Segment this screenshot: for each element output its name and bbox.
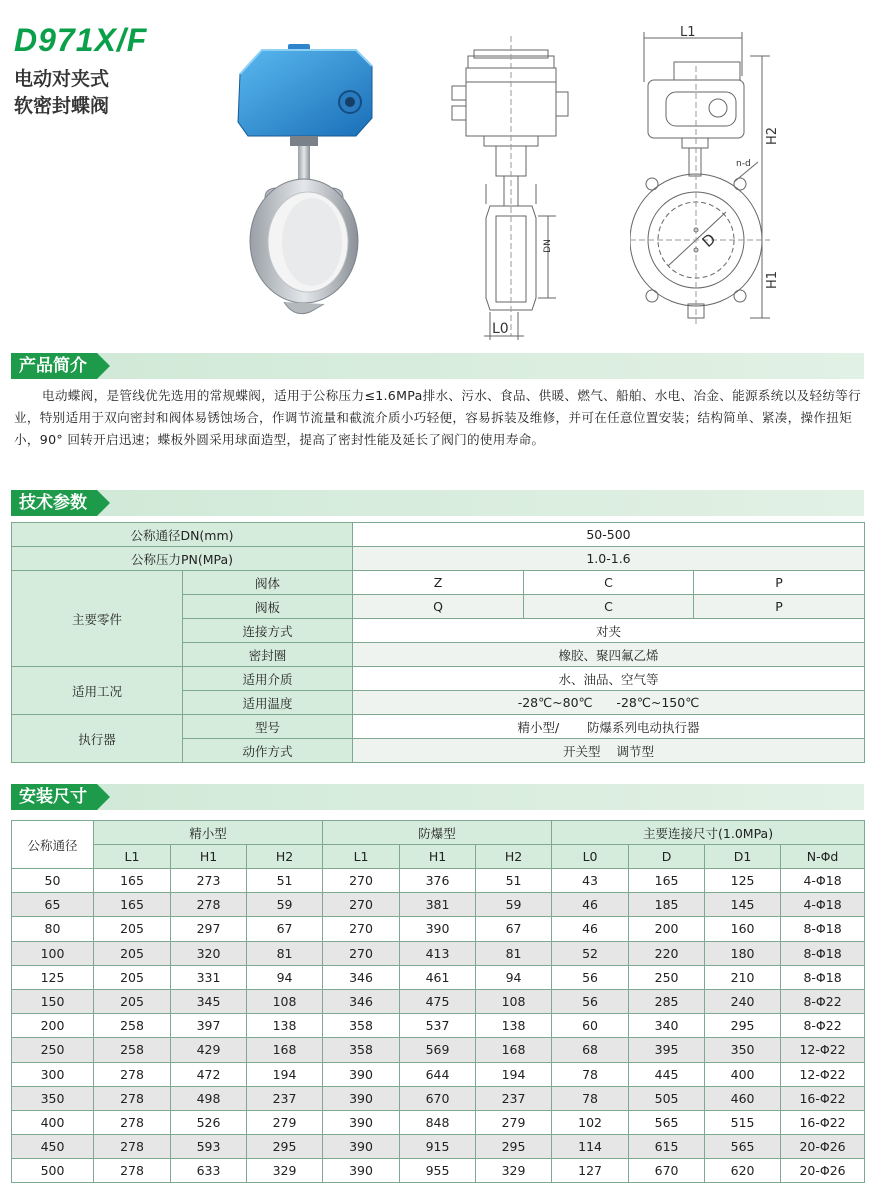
table-row	[12, 1014, 865, 1038]
dn-cell: 400	[12, 1110, 94, 1134]
table-cell: 285	[629, 989, 705, 1013]
param-group-label: 主要零件	[12, 571, 183, 667]
column-header: H2	[476, 845, 552, 869]
tech-params-table	[11, 522, 865, 763]
label-h2: H2	[765, 126, 780, 146]
table-cell: 390	[323, 1110, 400, 1134]
table-cell: 331	[171, 965, 247, 989]
table-cell: 138	[247, 1014, 323, 1038]
dn-cell: 150	[12, 989, 94, 1013]
table-cell: 270	[323, 941, 400, 965]
table-cell: 205	[94, 941, 171, 965]
table-cell: 915	[400, 1135, 476, 1159]
table-cell: 400	[705, 1062, 781, 1086]
table-cell: 295	[247, 1135, 323, 1159]
section-bar-tech	[11, 490, 864, 516]
param-value: 精小型/ 防爆系列电动执行器	[353, 715, 865, 739]
table-cell: 165	[94, 893, 171, 917]
table-row	[12, 1159, 865, 1183]
table-cell: 390	[323, 1062, 400, 1086]
table-cell: 51	[476, 869, 552, 893]
label-d: D	[698, 229, 720, 251]
table-cell: 258	[94, 1038, 171, 1062]
table-cell: 8-Φ18	[781, 941, 865, 965]
column-header: D1	[705, 845, 781, 869]
param-value: 对夹	[353, 619, 865, 643]
param-value: C	[524, 595, 694, 619]
param-label: 阀板	[183, 595, 353, 619]
table-cell: 205	[94, 965, 171, 989]
section-bar-dims	[11, 784, 864, 810]
column-header: H2	[247, 845, 323, 869]
column-group-connection: 主要连接尺寸(1.0MPa)	[552, 821, 865, 845]
table-cell: 81	[476, 941, 552, 965]
table-cell: 81	[247, 941, 323, 965]
table-cell: 165	[629, 869, 705, 893]
table-cell: 194	[476, 1062, 552, 1086]
table-cell: 278	[94, 1159, 171, 1183]
table-cell: 240	[705, 989, 781, 1013]
table-cell: 390	[323, 1135, 400, 1159]
table-cell: 278	[94, 1086, 171, 1110]
table-cell: 320	[171, 941, 247, 965]
table-cell: 295	[476, 1135, 552, 1159]
dn-cell: 100	[12, 941, 94, 965]
table-cell: 297	[171, 917, 247, 941]
table-cell: 46	[552, 893, 629, 917]
table-cell: 515	[705, 1110, 781, 1134]
valve-photo	[228, 36, 378, 326]
table-cell: 205	[94, 917, 171, 941]
table-row	[12, 869, 865, 893]
table-row	[12, 715, 865, 739]
table-cell: 56	[552, 989, 629, 1013]
table-header-row	[12, 845, 865, 869]
param-value: -28℃~80℃ -28℃~150℃	[353, 691, 865, 715]
table-cell: 472	[171, 1062, 247, 1086]
dn-cell: 500	[12, 1159, 94, 1183]
table-cell: 329	[476, 1159, 552, 1183]
table-cell: 644	[400, 1062, 476, 1086]
table-cell: 505	[629, 1086, 705, 1110]
table-cell: 78	[552, 1062, 629, 1086]
label-h1: H1	[765, 270, 780, 290]
dn-cell: 80	[12, 917, 94, 941]
table-cell: 295	[705, 1014, 781, 1038]
table-cell: 59	[247, 893, 323, 917]
table-row	[12, 1110, 865, 1134]
table-cell: 390	[323, 1086, 400, 1110]
table-cell: 278	[94, 1062, 171, 1086]
param-value: 1.0-1.6	[353, 547, 865, 571]
table-cell: 397	[171, 1014, 247, 1038]
table-cell: 43	[552, 869, 629, 893]
table-row	[12, 571, 865, 595]
table-cell: 56	[552, 965, 629, 989]
table-cell: 569	[400, 1038, 476, 1062]
param-value: Q	[353, 595, 524, 619]
table-cell: 395	[629, 1038, 705, 1062]
table-cell: 46	[552, 917, 629, 941]
label-l1: L1	[680, 26, 696, 40]
table-cell: 67	[476, 917, 552, 941]
param-group-label: 执行器	[12, 715, 183, 763]
table-cell: 125	[705, 869, 781, 893]
dn-cell: 200	[12, 1014, 94, 1038]
param-label: 公称压力PN(MPa)	[12, 547, 353, 571]
table-cell: 593	[171, 1135, 247, 1159]
param-label: 密封圈	[183, 643, 353, 667]
table-cell: 376	[400, 869, 476, 893]
column-header: N-Φd	[781, 845, 865, 869]
table-cell: 955	[400, 1159, 476, 1183]
table-cell: 138	[476, 1014, 552, 1038]
product-title-line1: 电动对夹式	[14, 68, 110, 90]
table-row	[12, 893, 865, 917]
table-cell: 194	[247, 1062, 323, 1086]
product-model: D971X/F	[14, 22, 148, 58]
table-cell: 165	[94, 869, 171, 893]
table-cell: 381	[400, 893, 476, 917]
table-cell: 537	[400, 1014, 476, 1038]
table-cell: 168	[476, 1038, 552, 1062]
table-cell: 200	[629, 917, 705, 941]
table-cell: 278	[171, 893, 247, 917]
table-cell: 346	[323, 989, 400, 1013]
table-cell: 358	[323, 1014, 400, 1038]
table-cell: 670	[400, 1086, 476, 1110]
table-cell: 615	[629, 1135, 705, 1159]
param-label: 公称通径DN(mm)	[12, 523, 353, 547]
dn-cell: 450	[12, 1135, 94, 1159]
front-view-drawing	[630, 26, 780, 336]
table-row	[12, 1038, 865, 1062]
dn-cell: 300	[12, 1062, 94, 1086]
param-value: 50-500	[353, 523, 865, 547]
table-cell: 52	[552, 941, 629, 965]
table-cell: 278	[94, 1135, 171, 1159]
table-cell: 205	[94, 989, 171, 1013]
table-cell: 329	[247, 1159, 323, 1183]
table-cell: 94	[476, 965, 552, 989]
side-view-drawing	[444, 36, 574, 346]
column-header: L0	[552, 845, 629, 869]
table-cell: 670	[629, 1159, 705, 1183]
table-cell: 345	[171, 989, 247, 1013]
param-value: 橡胶、聚四氟乙烯	[353, 643, 865, 667]
table-cell: 4-Φ18	[781, 893, 865, 917]
table-cell: 114	[552, 1135, 629, 1159]
table-cell: 4-Φ18	[781, 869, 865, 893]
table-cell: 279	[476, 1110, 552, 1134]
column-group-small: 精小型	[94, 821, 323, 845]
dn-cell: 125	[12, 965, 94, 989]
table-cell: 108	[247, 989, 323, 1013]
table-cell: 633	[171, 1159, 247, 1183]
table-cell: 8-Φ18	[781, 965, 865, 989]
label-nd: n-d	[736, 159, 751, 169]
table-cell: 498	[171, 1086, 247, 1110]
table-cell: 413	[400, 941, 476, 965]
table-header-row	[12, 821, 865, 845]
section-heading-dims: 安装尺寸	[11, 784, 97, 810]
table-cell: 180	[705, 941, 781, 965]
product-intro-text: 电动蝶阀，是管线优先选用的常规蝶阀，适用于公称压力≤1.6MPa排水、污水、食品、供暖、燃气、船舶、水电、冶金、能源系统以及轻纺等行业，特别适用于双向密封和阀体易锈蚀场合，作调节流量和截流介质小巧轻便，容易拆装及维修，并可在任意位置安装；结构简单、紧凑，操作扭矩小，90° 回转开启迅速；蝶板外圆采用球面造型，提高了密封性能及延长了阀门的使用寿命。	[14, 388, 862, 447]
section-heading-tech: 技术参数	[11, 490, 97, 516]
param-value: 水、油品、空气等	[353, 667, 865, 691]
column-header: H1	[171, 845, 247, 869]
table-cell: 237	[247, 1086, 323, 1110]
param-label: 适用介质	[183, 667, 353, 691]
dimensions-table	[11, 820, 865, 1183]
param-value: 开关型 调节型	[353, 739, 865, 763]
table-cell: 16-Φ22	[781, 1086, 865, 1110]
column-header-dn: 公称通径	[12, 821, 94, 869]
table-cell: 350	[705, 1038, 781, 1062]
table-cell: 78	[552, 1086, 629, 1110]
table-cell: 250	[629, 965, 705, 989]
column-header: H1	[400, 845, 476, 869]
param-label: 型号	[183, 715, 353, 739]
table-cell: 429	[171, 1038, 247, 1062]
table-row	[12, 941, 865, 965]
table-cell: 475	[400, 989, 476, 1013]
dn-cell: 350	[12, 1086, 94, 1110]
param-value: C	[524, 571, 694, 595]
table-cell: 51	[247, 869, 323, 893]
table-row	[12, 1062, 865, 1086]
table-cell: 620	[705, 1159, 781, 1183]
param-label: 阀体	[183, 571, 353, 595]
table-cell: 278	[94, 1110, 171, 1134]
table-cell: 67	[247, 917, 323, 941]
column-group-explosion-proof: 防爆型	[323, 821, 552, 845]
table-row	[12, 667, 865, 691]
product-title-line2: 软密封蝶阀	[14, 95, 110, 117]
table-cell: 8-Φ22	[781, 1014, 865, 1038]
param-value: Z	[353, 571, 524, 595]
table-cell: 108	[476, 989, 552, 1013]
table-cell: 127	[552, 1159, 629, 1183]
column-header: L1	[94, 845, 171, 869]
table-row	[12, 965, 865, 989]
table-cell: 145	[705, 893, 781, 917]
param-value: P	[694, 595, 865, 619]
dn-cell: 250	[12, 1038, 94, 1062]
label-dn: DN	[543, 239, 553, 253]
table-row	[12, 917, 865, 941]
section-bar-intro	[11, 353, 864, 379]
table-cell: 270	[323, 917, 400, 941]
table-cell: 273	[171, 869, 247, 893]
table-cell: 185	[629, 893, 705, 917]
table-cell: 68	[552, 1038, 629, 1062]
table-cell: 220	[629, 941, 705, 965]
param-value: P	[694, 571, 865, 595]
table-row	[12, 989, 865, 1013]
table-cell: 168	[247, 1038, 323, 1062]
table-row	[12, 1135, 865, 1159]
table-cell: 12-Φ22	[781, 1062, 865, 1086]
table-cell: 340	[629, 1014, 705, 1038]
table-cell: 102	[552, 1110, 629, 1134]
table-cell: 160	[705, 917, 781, 941]
table-cell: 94	[247, 965, 323, 989]
table-cell: 848	[400, 1110, 476, 1134]
dn-cell: 50	[12, 869, 94, 893]
param-group-label: 适用工况	[12, 667, 183, 715]
table-cell: 346	[323, 965, 400, 989]
table-cell: 59	[476, 893, 552, 917]
table-cell: 445	[629, 1062, 705, 1086]
table-row	[12, 523, 865, 547]
table-cell: 237	[476, 1086, 552, 1110]
table-cell: 270	[323, 869, 400, 893]
table-cell: 20-Φ26	[781, 1159, 865, 1183]
table-cell: 390	[400, 917, 476, 941]
section-heading-intro: 产品简介	[11, 353, 97, 379]
table-cell: 258	[94, 1014, 171, 1038]
table-cell: 20-Φ26	[781, 1135, 865, 1159]
table-row	[12, 1086, 865, 1110]
param-label: 动作方式	[183, 739, 353, 763]
table-cell: 8-Φ22	[781, 989, 865, 1013]
table-cell: 279	[247, 1110, 323, 1134]
table-cell: 16-Φ22	[781, 1110, 865, 1134]
table-cell: 565	[705, 1135, 781, 1159]
dn-cell: 65	[12, 893, 94, 917]
table-cell: 526	[171, 1110, 247, 1134]
table-row	[12, 547, 865, 571]
table-cell: 461	[400, 965, 476, 989]
table-cell: 210	[705, 965, 781, 989]
table-cell: 460	[705, 1086, 781, 1110]
table-cell: 358	[323, 1038, 400, 1062]
param-label: 适用温度	[183, 691, 353, 715]
table-cell: 390	[323, 1159, 400, 1183]
table-cell: 270	[323, 893, 400, 917]
column-header: L1	[323, 845, 400, 869]
label-l0: L0	[492, 321, 509, 337]
table-cell: 60	[552, 1014, 629, 1038]
param-label: 连接方式	[183, 619, 353, 643]
table-cell: 565	[629, 1110, 705, 1134]
table-cell: 8-Φ18	[781, 917, 865, 941]
column-header: D	[629, 845, 705, 869]
table-cell: 12-Φ22	[781, 1038, 865, 1062]
